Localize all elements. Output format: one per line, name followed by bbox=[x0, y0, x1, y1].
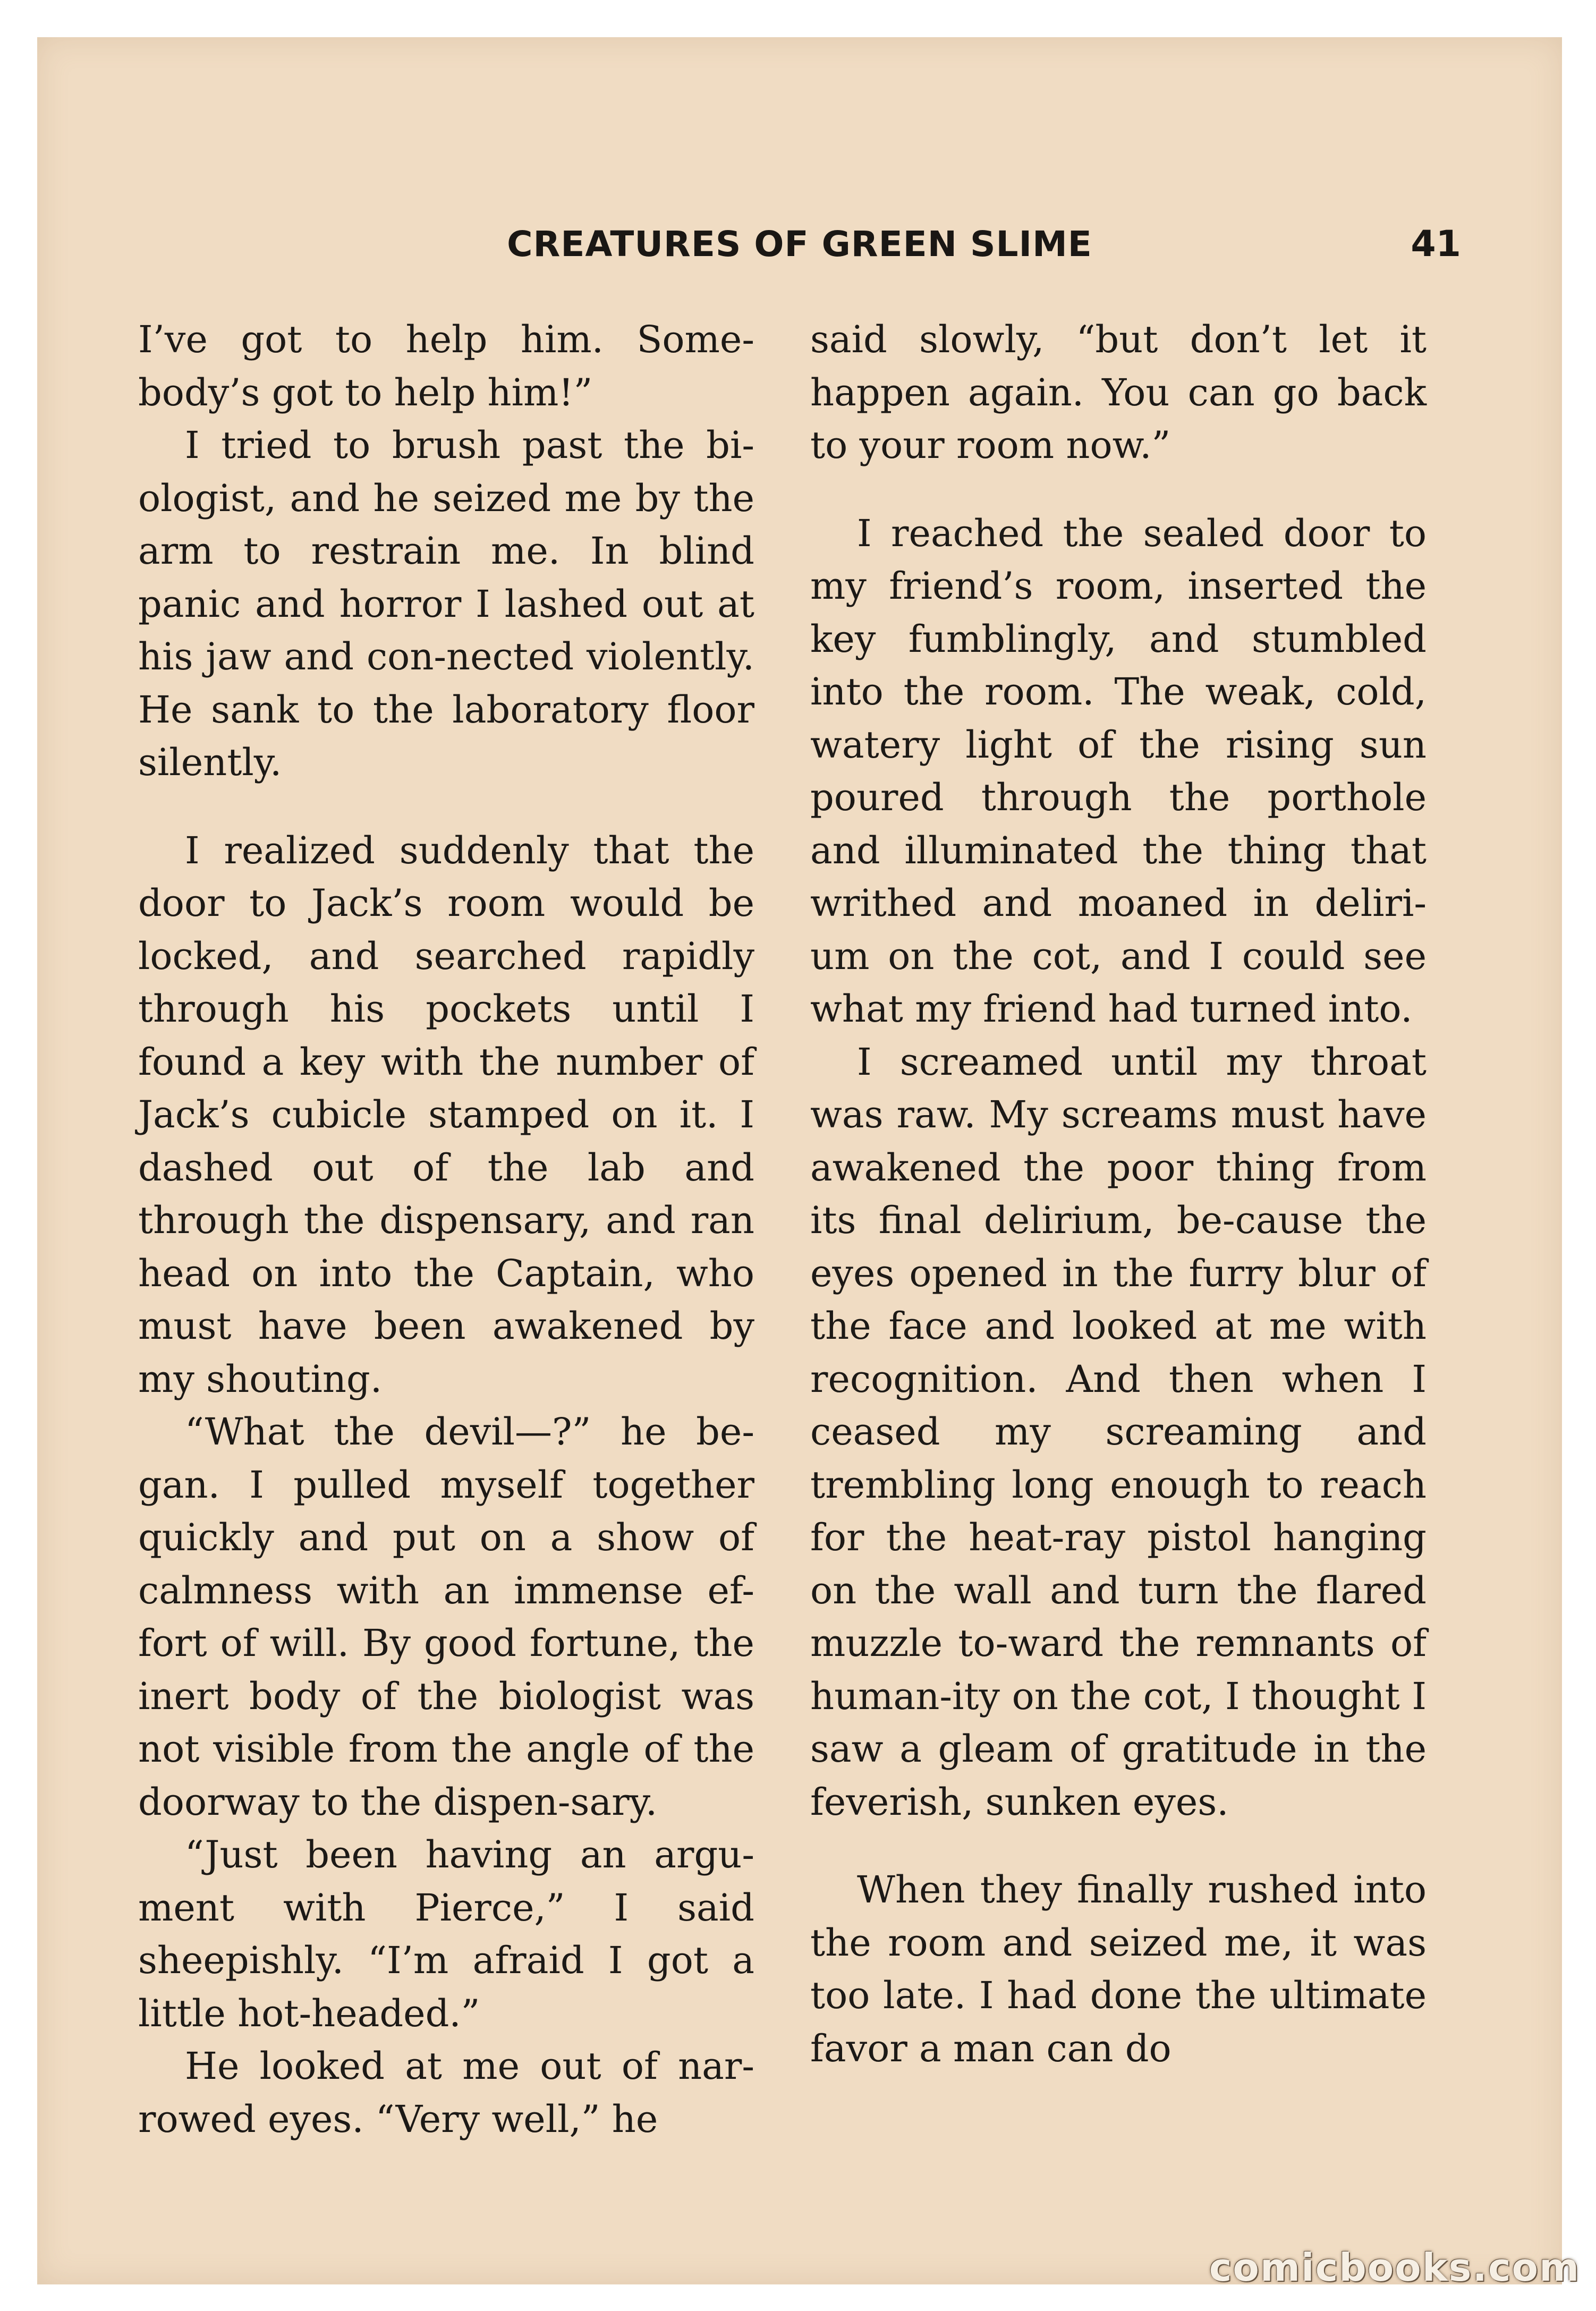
book-page bbox=[37, 37, 1562, 2284]
page-number: 41 bbox=[1411, 223, 1461, 265]
paragraph: “What the devil—?” he be-gan. I pulled myself together quickly and put on a show of calmness with an immense ef-fort of will. By good fortune, the inert body of the biologist was not visible from the angle of the doorway to the dispen-sary. bbox=[138, 1410, 754, 1824]
watermark: comicbooks.com bbox=[1209, 2245, 1580, 2290]
page-title: CREATURES OF GREEN SLIME bbox=[507, 224, 1092, 265]
running-header bbox=[138, 213, 1461, 276]
paragraph: I tried to brush past the bi-ologist, and he seized me by the arm to restrain me. In blind panic and horror I lashed out at his jaw and con-nected violently. He sank to the laboratory floor silently. bbox=[138, 423, 754, 784]
right-column bbox=[810, 313, 1427, 2075]
paragraph: When they finally rushed into the room and seized me, it was too late. I had done the ultimate favor a man can do bbox=[810, 1868, 1427, 2070]
paragraph: I reached the sealed door to my friend’s room, inserted the key fumblingly, and stumbled into the room. The weak, cold, watery light of the rising sun poured through the porthole and illuminated the thing that writhed and moaned in deliri-um on the cot, and I could see what my friend had turned into. bbox=[810, 511, 1427, 1031]
paragraph: said slowly, “but don’t let it happen again. You can go back to your room now.” bbox=[810, 318, 1427, 467]
paragraph: I screamed until my throat was raw. My screams must have awakened the poor thing from its final delirium, be-cause the eyes opened in the furry blur of the face and looked at me with recognition. And then when I ceased my screaming and trembling long enough to reach for the heat-ray pistol hanging on the wall and turn the flared muzzle to-ward the remnants of human-ity on the cot, I thought I saw a gleam of gratitude in the feverish, sunken eyes. bbox=[810, 1040, 1427, 1824]
paragraph: I realized suddenly that the door to Jack’s room would be locked, and searched rapidly through his pockets until I found a key with the number of Jack’s cubicle stamped on it. I dashed out of the lab and through the dispensary, and ran head on into the Captain, who must have been awakened by my shouting. bbox=[138, 828, 754, 1401]
paragraph: “Just been having an argu-ment with Pierce,” I said sheepishly. “I’m afraid I got a little hot-headed.” bbox=[138, 1833, 754, 2035]
left-column bbox=[138, 313, 754, 2146]
paragraph: I’ve got to help him. Some-body’s got to help him!” bbox=[138, 318, 754, 414]
paragraph: He looked at me out of nar-rowed eyes. “Very well,” he bbox=[138, 2044, 754, 2141]
